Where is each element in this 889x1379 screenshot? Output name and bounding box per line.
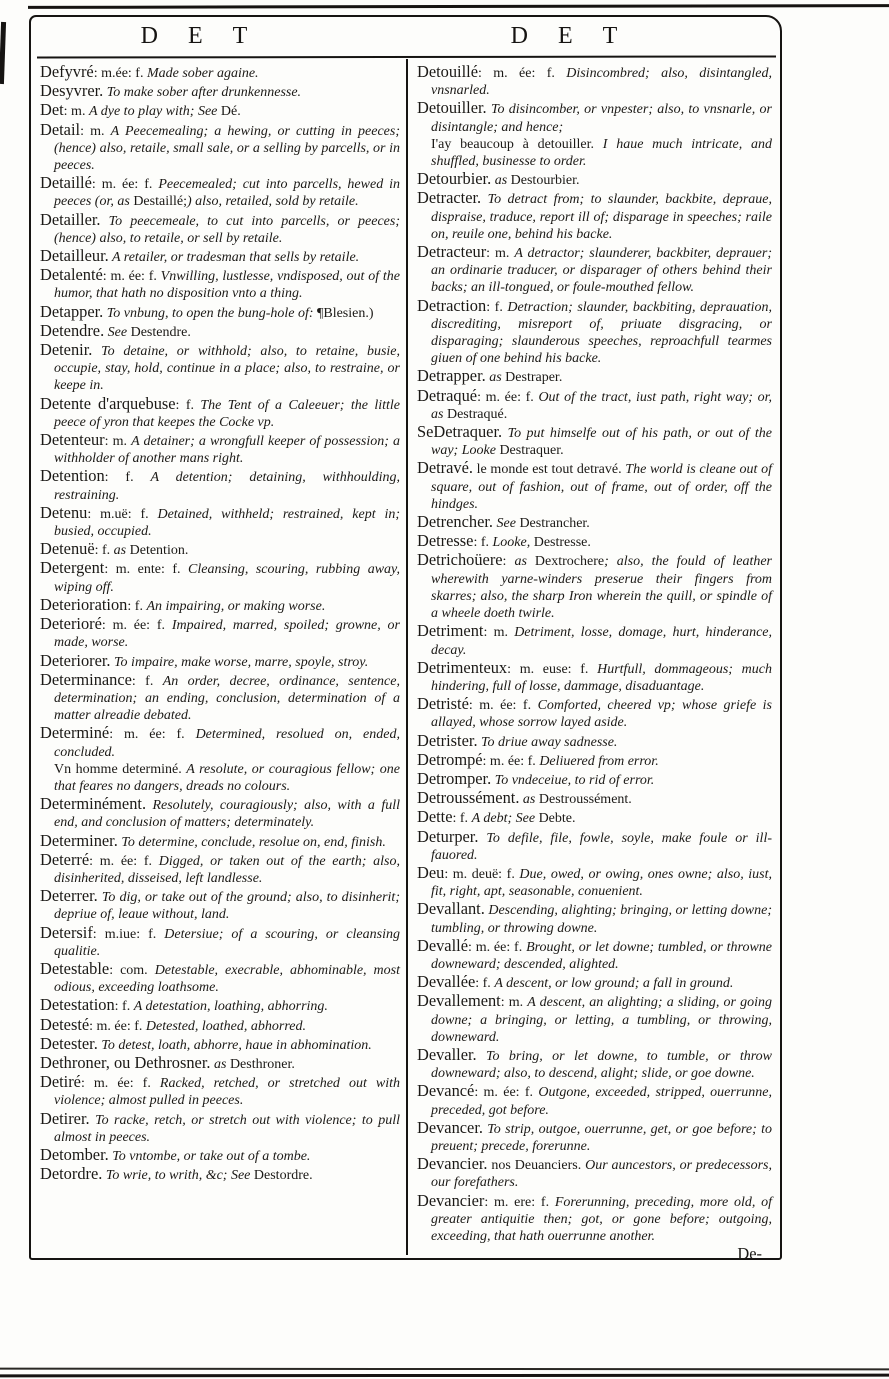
entry-text: A resolute, or couragious fellow; one that feares no dangers, dreads no colours. — [54, 761, 400, 794]
dictionary-entry — [417, 551, 772, 622]
running-head-left: D E T — [140, 23, 262, 49]
entry-headword: Determinance — [40, 669, 132, 689]
dictionary-entry — [417, 828, 772, 864]
entry-text: Detained, withheld; restrained, kept in; busied, occupied. — [54, 506, 400, 540]
entry-headword: Detestation — [40, 995, 115, 1015]
entry-text: Detriment, losse, domage, hurt, hinderance, decay. — [431, 625, 772, 658]
entry-text: To detract from; to slaunder, backbite, depraue, dispraise, traduce, report ill of; disparage in speeches; raile on, reuile one, behind his backe. — [431, 192, 772, 242]
entry-text: A dye to play with; See — [88, 104, 221, 120]
entry-headword: Detouiller. — [417, 98, 487, 118]
dictionary-entry — [417, 1082, 772, 1118]
entry-text: See — [493, 516, 520, 532]
entry-text: A detestation, loathing, abhorring. — [133, 999, 328, 1015]
right-column — [417, 62, 773, 1264]
entry-headword: Devaller. — [417, 1044, 477, 1064]
entry-text: ) also, retailed, sold by retaile. — [186, 194, 359, 210]
entry-text: Destrancher. — [519, 516, 590, 532]
dictionary-entry — [40, 887, 400, 923]
entry-text: Detersiue; of a scouring, or cleansing qualitie. — [54, 926, 400, 959]
entry-text: Destordre. — [253, 1168, 313, 1184]
entry-text: Out of the tract, iust path, right way; or, as — [431, 389, 773, 422]
entry-text: To dig, or take out of the ground; also, to disinherit; depriue of, leaue without, land. — [54, 890, 400, 923]
entry-text: Destraper. — [505, 370, 563, 386]
entry-text: Detestable, execrable, abhominable, most odious, exceeding loathsome. — [54, 962, 401, 996]
entry-headword: Devancé — [417, 1081, 475, 1101]
dictionary-entry — [40, 322, 400, 341]
entry-headword: Detailler. — [40, 209, 101, 229]
entry-text: Dé. — [220, 104, 241, 120]
entry-headword: Determiné — [40, 723, 110, 743]
entry-text: : m. ée: f. — [91, 177, 159, 193]
entry-text: To strip, outgoe, ouerrunne, get, or goe before; to preuent; precede, forerunne. — [431, 1121, 772, 1154]
dictionary-entry — [40, 247, 400, 266]
entry-text: A detention; detaining, withhoulding, restraining. — [54, 470, 400, 503]
entry-text: : m. ée: f. — [477, 389, 539, 405]
entry-text: Resolutely, couragiously; also, with a full end, and conclusion of matters; determinately. — [54, 798, 400, 831]
bottom-edge-rule-thin — [0, 1368, 889, 1371]
entry-text: : f. — [131, 673, 163, 689]
entry-text: To determine, conclude, resolue on, end, finish. — [117, 834, 386, 850]
entry-headword: Deu — [417, 862, 445, 882]
entry-text: : m.ée: f. — [93, 66, 147, 81]
dictionary-entry — [40, 960, 400, 996]
dictionary-subentry — [417, 136, 772, 170]
entry-headword: Deterrer. — [40, 886, 98, 906]
entry-headword: Defyvré — [40, 62, 94, 81]
dictionary-entry — [40, 1016, 400, 1035]
dictionary-entry — [417, 367, 772, 386]
dictionary-entry — [40, 63, 400, 82]
entry-headword: Detenir. — [40, 340, 93, 360]
catchword: De- — [737, 1244, 762, 1264]
entry-headword: Detendre. — [40, 320, 105, 340]
dictionary-entry — [40, 1073, 400, 1109]
entry-text: Comforted, cheered vp; whose griefe is allayed, whose sorrow layed aside. — [431, 698, 772, 731]
dictionary-entry — [40, 82, 400, 101]
entry-headword: Detroussément. — [417, 788, 520, 808]
entry-text: Vn homme determiné. — [54, 761, 187, 777]
dictionary-entry — [40, 996, 400, 1015]
entry-headword: Detracteur — [417, 242, 487, 262]
entry-text: Destaillé; — [133, 194, 187, 210]
entry-text: To peecemeale, to cut into parcells, or peeces; (hence) also, to retaile, or sell by retaile. — [54, 213, 400, 246]
entry-headword: Detestable — [40, 958, 110, 978]
entry-headword: Detomber. — [40, 1144, 109, 1164]
entry-text: : m. — [500, 995, 528, 1011]
entry-text: A Peecemealing; a hewing, or cutting in peeces; (hence) also, retaile, small sale, or a selling by parcells, or in peeces. — [54, 123, 400, 174]
entry-headword: Detail — [40, 119, 81, 139]
entry-text: To bring, or let downe, to tumble, or throw downeward; also, to descend, alight; slide, or goe downe. — [431, 1048, 772, 1082]
right-column-entries — [417, 63, 772, 1245]
entry-text: Detraction; slaunder, backbiting, deprauation, discrediting, misreport of, priuate disgracing, or disparaging; slaunderous speeches, reproachfull tearmes giuen of one behind his backe. — [431, 299, 772, 367]
entry-text: Destraqué. — [446, 406, 508, 422]
dictionary-entry — [40, 559, 400, 595]
entry-headword: Detrapper. — [417, 366, 486, 386]
bottom-edge-rule-thick — [0, 1374, 889, 1378]
entry-text: nos Deuanciers. — [487, 1158, 586, 1174]
entry-text: Destourbier. — [510, 173, 580, 189]
entry-text: as — [519, 792, 539, 808]
column-divider-rule — [406, 59, 408, 1255]
dictionary-entry — [417, 770, 772, 789]
entry-headword: Desyvrer. — [40, 81, 104, 101]
entry-headword: Detrompé — [417, 749, 483, 769]
entry-text: : m. ée: f. — [102, 269, 161, 285]
entry-headword: Detersif — [40, 922, 93, 942]
dictionary-entry — [40, 341, 400, 395]
entry-headword: Devancer. — [417, 1117, 483, 1137]
entry-text: A retailer, or tradesman that sells by retaile. — [108, 250, 360, 266]
entry-headword: Detesté — [40, 1014, 90, 1034]
dictionary-entry — [40, 266, 400, 302]
entry-text: le monde est tout detravé. — [472, 462, 626, 478]
entry-text: To vnbung, to open the bung-hole of: — [103, 305, 318, 321]
entry-text: Detested, loathed, abhorred. — [145, 1018, 306, 1034]
dictionary-entry — [417, 170, 772, 189]
entry-headword: Detrencher. — [417, 512, 493, 532]
entry-text: Impaired, marred, spoiled; growne, or made, worse. — [54, 618, 400, 651]
entry-text: : m. ere: f. — [484, 1194, 555, 1210]
entry-text: Due, owed, or owing, ones owne; also, iust, fit, right, apt, seasonable, conuenient. — [431, 866, 773, 900]
entry-text: : com. — [109, 962, 155, 978]
entry-headword: Detrimenteux — [417, 657, 508, 677]
entry-headword: Detapper. — [40, 301, 104, 321]
entry-text: ¶Blesien.) — [317, 305, 374, 321]
entry-text: To wrie, to writh, &c; See — [102, 1168, 254, 1184]
entry-headword: Deteriorer. — [40, 650, 111, 670]
dictionary-entry — [417, 423, 772, 459]
entry-text: : f. — [452, 811, 472, 827]
entry-text: : m. ée: f. — [89, 853, 159, 869]
entry-headword: Detester. — [40, 1033, 98, 1053]
entry-text: : f. — [114, 999, 134, 1015]
dictionary-entry — [40, 431, 400, 467]
entry-text: as — [514, 554, 535, 570]
dictionary-entry — [417, 63, 772, 99]
dictionary-entry — [417, 659, 772, 695]
entry-text: To vntombe, or take out of a tombe. — [108, 1148, 311, 1164]
entry-text: : m. ée: f. — [467, 939, 527, 955]
entry-text: To impaire, make worse, marre, spoyle, stroy. — [110, 654, 369, 670]
entry-text: Disincombred; also, disintangled, vnsnarled. — [431, 66, 772, 99]
entry-headword: Detention — [40, 466, 105, 486]
dictionary-entry — [417, 513, 772, 532]
entry-text: Looke, — [492, 535, 534, 551]
entry-text: The Tent of a Caleeuer; the little peece of yron that keepes the Cocke vp. — [54, 397, 400, 430]
entry-text: : f. — [104, 470, 151, 486]
dictionary-entry — [417, 1192, 772, 1246]
entry-text: A debt; See — [471, 811, 539, 827]
page-edge-ink-mark — [0, 22, 6, 84]
dictionary-entry — [40, 121, 400, 175]
entry-text: Racked, retched, or stretched out with violence; almost pulled in peeces. — [54, 1076, 401, 1109]
dictionary-entry — [417, 1155, 772, 1191]
entry-text: Cleansing, scouring, rubbing away, wiping off. — [54, 562, 400, 595]
dictionary-entry — [40, 174, 400, 210]
dictionary-entry — [40, 1146, 400, 1165]
entry-text: To put himselfe out of his path, or out of the way; Looke — [431, 426, 772, 459]
entry-text: : f. — [473, 535, 493, 551]
entry-text: : m. ée: f. — [109, 727, 196, 743]
entry-text: A detractor; slaunderer, backbiter, deprauer; an ordinarie traducer, or disparager of others behind their backs; an ill-tongued, or foule-mouthed fellow. — [431, 246, 773, 296]
entry-text: To racke, retch, or stretch out with violence; to pull almost in peeces. — [54, 1112, 400, 1145]
dictionary-entry — [40, 795, 400, 831]
entry-headword: Determinément. — [40, 794, 147, 814]
entry-headword: Devallement — [417, 991, 501, 1011]
entry-text: Made sober againe. — [146, 66, 259, 81]
entry-text: : m. ée: f. — [478, 66, 567, 81]
entry-headword: Detrister. — [417, 730, 478, 750]
entry-text: A detainer; a wrongfull keeper of possession; a withholder of another mans right. — [54, 434, 400, 467]
entry-text: ; also, the fould of leather wherewith yarne-winders preserue their fingers from skarres; also, the sharp Iron wherein the quill, or spindle of a wheele doeth twirle. — [431, 554, 772, 622]
entry-headword: Dette — [417, 807, 453, 827]
entry-text: Detention. — [129, 543, 189, 559]
entry-headword: Detresse — [417, 531, 474, 551]
dictionary-entry — [40, 1035, 400, 1054]
entry-text: : f. — [175, 397, 201, 413]
dictionary-entry — [40, 303, 400, 322]
entry-headword: Devancier — [417, 1190, 485, 1210]
entry-headword: Detracter. — [417, 188, 482, 208]
entry-text: as — [113, 543, 130, 559]
dictionary-entry — [40, 1054, 400, 1073]
entry-text: Outgone, exceeded, stripped, ouerrunne, preceded, got before. — [431, 1085, 772, 1118]
entry-text: Brought, or let downe; tumbled, or throwne downeward; descended, alighted. — [431, 939, 772, 972]
dictionary-entry — [417, 1119, 772, 1155]
entry-text: To detest, loath, abhorre, haue in abhomination. — [97, 1037, 372, 1053]
dictionary-entry — [417, 622, 772, 658]
entry-text: To disincomber, or vnpester; also, to vnsnarle, or disintangle; and hence; — [431, 102, 772, 135]
entry-text: : — [502, 554, 515, 570]
entry-text: : m. deuë: f. — [444, 866, 520, 882]
entry-text: To defile, file, fowle, soyle, make foule or ill-fauored. — [431, 830, 772, 863]
entry-headword: Det — [40, 100, 64, 120]
entry-text: To make sober after drunkennesse. — [103, 85, 302, 101]
entry-text: Digged, or taken out of the earth; also, disinherited, disseised, left landlesse. — [54, 853, 400, 886]
entry-text: : m. ente: f. — [104, 562, 189, 578]
entry-text: Our auncestors, or predecessors, our forefathers. — [431, 1158, 772, 1191]
entry-text: Destroussément. — [538, 792, 632, 808]
entry-headword: Detraqué — [417, 385, 478, 405]
entry-headword: Deterioré — [40, 614, 102, 634]
entry-text: I haue much intricate, and shuffled, businesse to order. — [431, 136, 772, 170]
dictionary-entry — [417, 937, 772, 973]
entry-headword: Detordre. — [40, 1164, 103, 1184]
dictionary-entry — [40, 467, 400, 503]
entry-headword: Detiré — [40, 1072, 81, 1092]
entry-headword: SeDetraquer. — [417, 422, 503, 442]
entry-text: : f. — [94, 543, 114, 559]
entry-text: : f. — [475, 976, 495, 992]
entry-headword: Detenteur — [40, 430, 105, 450]
entry-headword: Devallée — [417, 972, 476, 992]
entry-text: To vndeceiue, to rid of error. — [491, 772, 655, 788]
entry-text: Destresse. — [533, 535, 591, 551]
entry-text: as — [485, 370, 506, 386]
entry-headword: Deterioration — [40, 594, 128, 614]
dictionary-entry — [40, 615, 400, 651]
dictionary-entry — [417, 387, 772, 423]
entry-text: To driue away sadnesse. — [477, 734, 618, 750]
entry-text: : m. ée: f. — [482, 753, 540, 769]
entry-text: as — [210, 1056, 230, 1072]
dictionary-entry — [40, 832, 400, 851]
entry-headword: Detente d'arquebuse — [40, 393, 176, 413]
entry-text: Vnwilling, lustlesse, vndisposed, out of the humor, that hath no disposition vnto a thing. — [54, 269, 400, 302]
entry-headword: Determiner. — [40, 830, 118, 850]
entry-text: : m. — [80, 123, 111, 139]
dictionary-entry — [40, 395, 400, 431]
entry-text: as — [491, 173, 511, 189]
dictionary-entry — [40, 924, 400, 960]
dictionary-entry — [40, 211, 400, 247]
entry-headword: Dethroner, ou Dethrosner. — [40, 1052, 211, 1072]
entry-headword: Detouillé — [417, 62, 478, 81]
entry-text: : m.uë: f. — [87, 506, 158, 522]
entry-text: : m. — [486, 246, 515, 262]
entry-text: Hurtfull, dommageous; much hindering, full of losse, dammage, disaduantage. — [431, 661, 772, 694]
dictionary-entry — [417, 900, 772, 936]
dictionary-entry — [417, 189, 772, 243]
dictionary-entry — [40, 724, 400, 760]
entry-text: Forerunning, preceding, more old, of greater antiquitie then; got, or gone before; outgoing, exceeding, that hath ouerrunne another. — [431, 1194, 773, 1244]
entry-headword: Detristé — [417, 694, 469, 714]
entry-text: : m. — [483, 625, 515, 641]
dictionary-entry — [417, 695, 772, 731]
entry-text: Destraquer. — [499, 443, 564, 459]
dictionary-entry — [40, 1110, 400, 1146]
dictionary-entry — [417, 789, 772, 808]
entry-headword: Detourbier. — [417, 169, 492, 189]
dictionary-entry — [417, 808, 772, 827]
entry-headword: Devallé — [417, 935, 468, 955]
entry-text: A descent, an alighting; a sliding, or going downe; a bringing, or letting, a tumbling, or throwing, downeward. — [431, 995, 772, 1045]
entry-text: : f. — [127, 598, 147, 614]
dictionary-entry — [417, 1046, 772, 1082]
entry-headword: Devallant. — [417, 899, 485, 919]
entry-text: : m. ée: f. — [89, 1018, 146, 1034]
entry-text: Peecemealed; cut into parcells, hewed in peeces (or, as — [54, 177, 400, 210]
entry-text: See — [104, 324, 131, 340]
entry-headword: Detergent — [40, 558, 105, 578]
dictionary-entry — [417, 297, 772, 368]
entry-text: : m. ée: f. — [468, 698, 538, 714]
entry-headword: Devancier. — [417, 1154, 488, 1174]
dictionary-entry — [417, 532, 772, 551]
dictionary-entry — [417, 864, 772, 900]
entry-headword: Detriment — [417, 621, 484, 641]
entry-headword: Detaillé — [40, 173, 92, 193]
entry-headword: Detenu — [40, 502, 88, 522]
running-head-right: D E T — [510, 23, 632, 49]
dictionary-entry — [40, 504, 400, 540]
entry-text: : f. — [486, 299, 508, 315]
entry-headword: Deturper. — [417, 826, 479, 846]
top-edge-rule — [28, 4, 889, 9]
entry-text: Deliuered from error. — [539, 753, 659, 769]
dictionary-entry — [417, 459, 772, 513]
dictionary-entry — [40, 1165, 400, 1184]
entry-text: An impairing, or making worse. — [146, 598, 326, 614]
dictionary-entry — [417, 243, 772, 297]
entry-text: Destendre. — [130, 324, 191, 340]
entry-headword: Detenuë — [40, 539, 95, 559]
entry-text: I'ay beaucoup à detouiller. — [431, 136, 603, 152]
entry-headword: Detalenté — [40, 265, 103, 285]
entry-text: Debte. — [538, 811, 576, 827]
entry-text: : m. ée: f. — [101, 618, 172, 634]
entry-headword: Detrichoüere — [417, 550, 503, 570]
entry-text: : m. euse: f. — [507, 661, 598, 677]
entry-headword: Detailleur. — [40, 246, 109, 266]
dictionary-entry — [417, 99, 772, 135]
dictionary-entry — [417, 992, 772, 1046]
entry-headword: Detraction — [417, 295, 487, 315]
entry-text: : m. — [104, 434, 132, 450]
entry-text: To detaine, or withhold; also, to retaine, busie, occupie, stay, hold, continue in a place; also, to restraine, or keepe in. — [54, 344, 400, 394]
dictionary-entry — [40, 596, 400, 615]
dictionary-entry — [40, 652, 400, 671]
entry-text: Descending, alighting; bringing, or letting downe; tumbling, or throwing downe. — [431, 903, 772, 936]
entry-text: : m.iue: f. — [92, 926, 165, 942]
dictionary-entry — [40, 671, 400, 725]
entry-headword: Detirer. — [40, 1108, 90, 1128]
entry-headword: Detravé. — [417, 458, 473, 478]
dictionary-entry — [40, 540, 400, 559]
dictionary-entry — [40, 851, 400, 887]
dictionary-entry — [417, 732, 772, 751]
entry-headword: Deterré — [40, 849, 90, 869]
entry-text: Determined, resolued on, ended, concluded. — [54, 727, 400, 760]
entry-text: A descent, or low ground; a fall in ground. — [494, 976, 734, 992]
entry-text: The world is cleane out of square, out of fashion, out of frame, out of order, off the hindges. — [431, 462, 773, 512]
entry-text: : m. ée: f. — [80, 1076, 160, 1092]
entry-text: : m. ée: f. — [474, 1085, 539, 1101]
entry-text: Desthroner. — [229, 1056, 295, 1072]
dictionary-entry — [40, 101, 400, 120]
dictionary-entry — [417, 973, 772, 992]
dictionary-entry — [417, 751, 772, 770]
dictionary-subentry — [40, 761, 400, 795]
left-column — [40, 63, 400, 1184]
entry-text: An order, decree, ordinance, sentence, determination; an ending, conclusion, determination of a matter alreadie debated. — [54, 673, 400, 724]
entry-headword: Detromper. — [417, 768, 492, 788]
left-column-entries — [40, 63, 400, 1184]
entry-text: : m. — [63, 104, 89, 120]
entry-text: Dextrochere — [534, 554, 605, 570]
